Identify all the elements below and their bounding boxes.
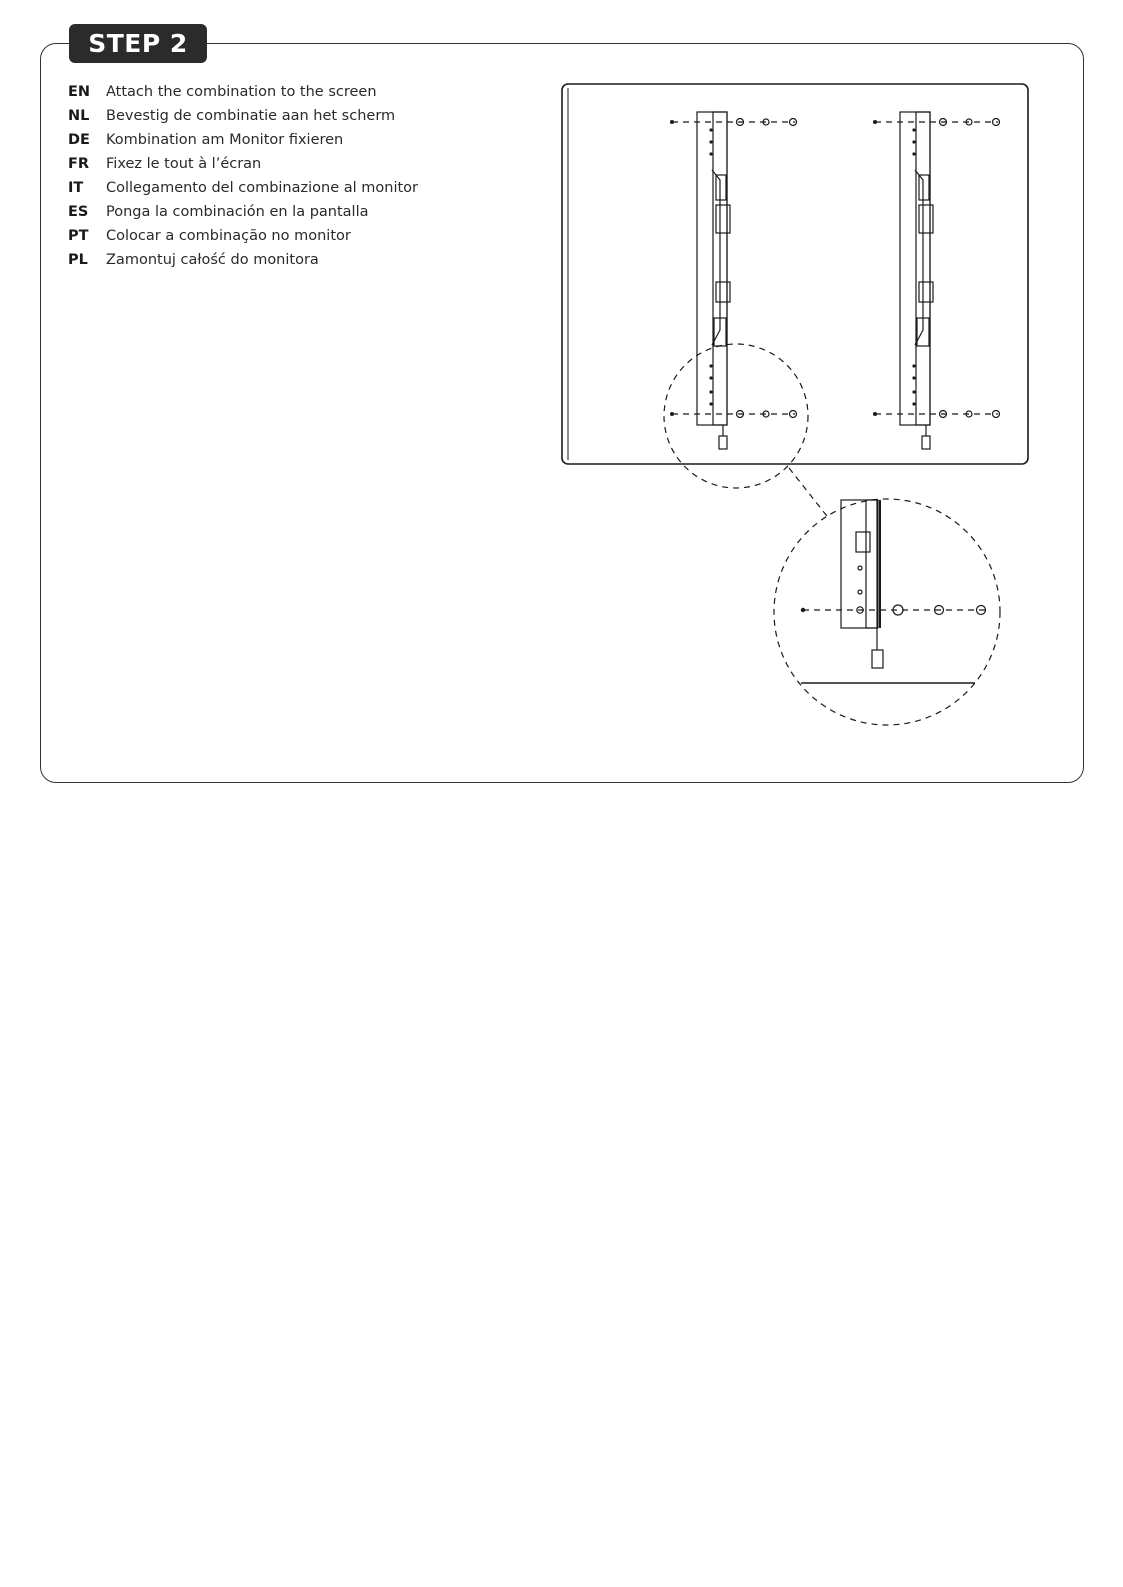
instruction-text: Attach the combination to the screen	[106, 84, 377, 100]
detail-callout	[664, 344, 1000, 725]
instruction-it	[68, 176, 418, 200]
language-code: IT	[68, 180, 84, 196]
instruction-text: Collegamento del combinazione al monitor	[106, 180, 418, 196]
instruction-text: Colocar a combinação no monitor	[106, 228, 351, 244]
instruction-pt	[68, 224, 418, 248]
instruction-fr	[68, 152, 418, 176]
instruction-text: Fixez le tout à l’écran	[106, 156, 262, 172]
language-code: EN	[68, 84, 91, 100]
instruction-text: Zamontuj całość do monitora	[106, 252, 319, 268]
step-badge: STEP 2	[69, 24, 207, 63]
monitor-back-panel	[562, 84, 1028, 464]
right-mounting-arm	[900, 112, 933, 449]
instruction-pl	[68, 248, 418, 272]
instruction-text: Ponga la combinación en la pantalla	[106, 204, 369, 220]
left-mounting-arm	[697, 112, 730, 449]
instruction-list	[68, 80, 418, 272]
instruction-text: Bevestig de combinatie aan het scherm	[106, 108, 396, 124]
instruction-es	[68, 200, 418, 224]
instruction-en	[68, 80, 418, 104]
instruction-text: Kombination am Monitor fixieren	[106, 132, 344, 148]
language-code: NL	[68, 108, 90, 124]
language-code: FR	[68, 156, 90, 172]
instruction-nl	[68, 104, 418, 128]
language-code: ES	[68, 204, 89, 220]
assembly-illustration	[560, 80, 1030, 740]
language-code: PT	[68, 228, 89, 244]
instruction-de	[68, 128, 418, 152]
language-code: DE	[68, 132, 90, 148]
language-code: PL	[68, 252, 88, 268]
zoomed-detail	[801, 500, 986, 683]
